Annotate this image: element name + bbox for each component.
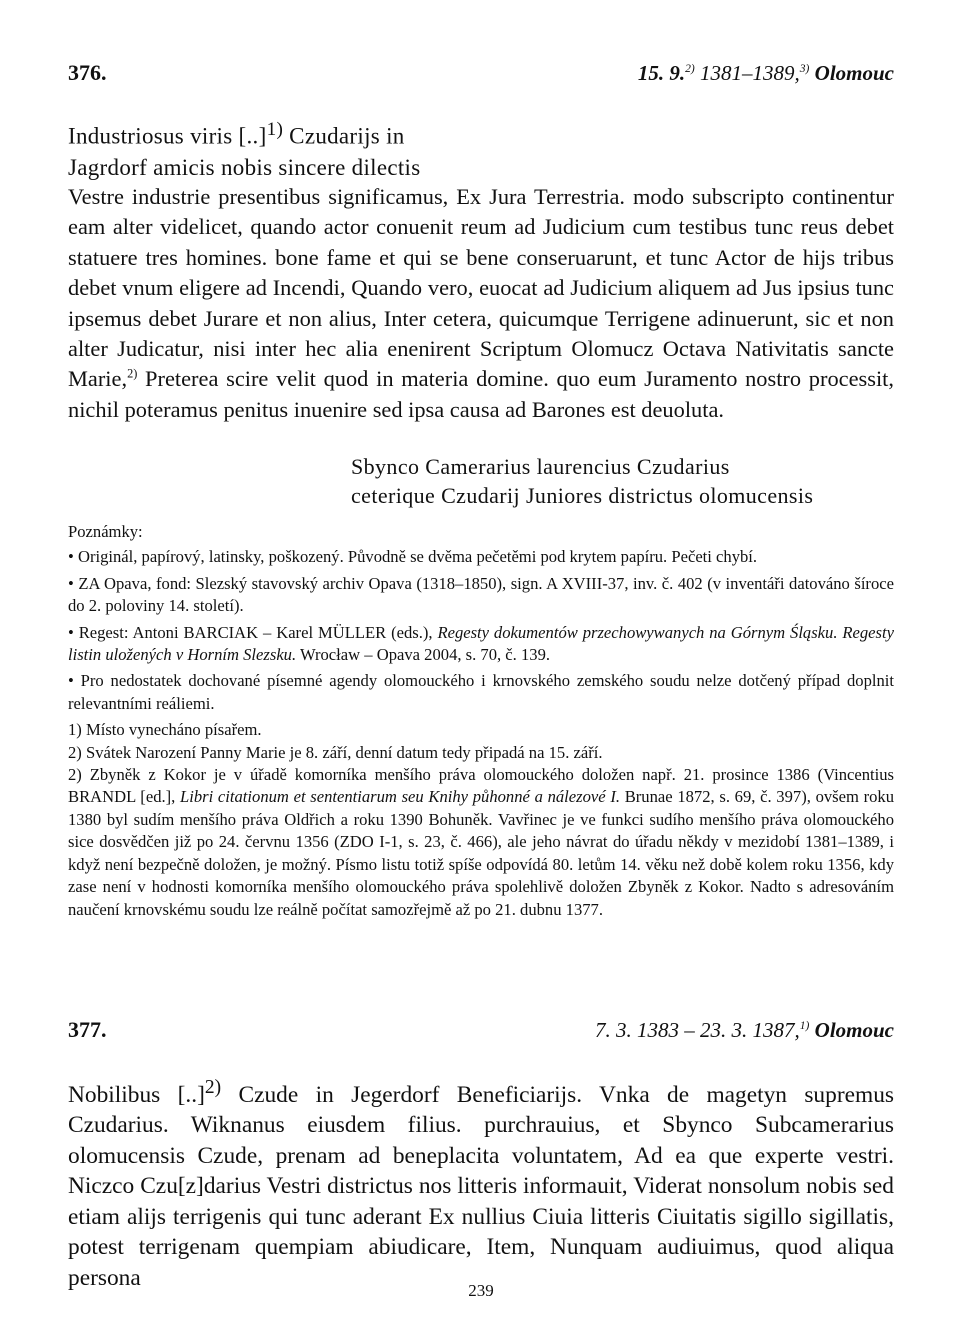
place-name: Olomouc <box>809 61 894 85</box>
note-text-italic: Regesty dokumentów przechowywanych na Górnym Śląsku. Regesty listin uložených v Horním Slezsku. <box>68 622 894 665</box>
entry-number: 376. <box>68 60 107 85</box>
note-item: • Originál, papírový, latinsky, poškozený. Původně se dvěma pečetěmi pod krytem papíru. Pečeti chybí. <box>68 547 758 567</box>
note-text: 2) Zbyněk z Kokor je v úřadě komorníka menšího práva olomouckého doložen např. 21. prosince 1386 (Vincentius BRANDL [ed.], <box>68 765 894 807</box>
address-line-2: Jagrdorf amicis nobis sincere dilectis <box>68 154 421 180</box>
address <box>68 114 894 183</box>
body-text: Czude in Jegerdorf Beneficiarijs. Vnka de magetyn supremus Czudarius. Wiknanus eiusdem filius. purchrauius, et Sbynco Subcamerarius olomucensis Czude, prenam ad beneplacita voluntatem, Ad ea que experte vestri. Niczco Czu[z]darius Vestri districtus nos litteris informauit, Viderat nonsolum nobis sed etiam alijs terrigenis qui tunc aderant Ex nullius Ciuia litteris Ciuitatis sigillo sigillatis, potest terrigenam quempiam abiudicare, Item, Nunquam audiuimus, quod aliqua persona <box>68 1081 894 1291</box>
entry-date-place <box>638 61 894 86</box>
footnote-ref: 1) <box>799 1020 810 1032</box>
address-text: Czudarijs in <box>283 123 405 149</box>
footnote-ref: 2) <box>127 366 138 381</box>
footnote-ref: 2) <box>685 63 695 75</box>
note-text: • Regest: Antoni BARCIAK – Karel MÜLLER (eds.), <box>68 622 438 642</box>
body-text: Vestre industrie presentibus significamus, Ex Jura Terrestria. modo subscripto continentur eam alter videlicet, quando actor conuenit reum ad Judicium cum testibus tunc reus debet statuere tres homines. bone fame et qui se bene conseruarunt, et tunc Actor de hijs tribus debet vnum eligere ad Incendi, Quando vero, euocat ad Judicium aliquem ad Jus ipsius tunc ipsemus debet Jurare et non alius, Inter cetera, quicumque Terrigene adinuerunt, sic et non alter Judicatur, nisi inter hec alia enenirent Scriptum Olomucz Octava Nativitatis sancte Marie, <box>68 184 894 392</box>
date-day: 15. 9. <box>637 61 686 85</box>
date-range: 7. 3. 1383 – 23. 3. 1387, <box>595 1018 800 1042</box>
address-line-1 <box>68 114 894 152</box>
notes-section <box>68 521 894 925</box>
letter-body-377 <box>68 1073 894 1293</box>
letter-body-376 <box>68 182 894 425</box>
footnote-item <box>68 764 894 921</box>
page-number: 239 <box>468 1281 494 1300</box>
note-text-italic: Libri citationum et sententiarum seu Knihy půhonné a nálezové I. <box>180 787 621 807</box>
note-item: • Pro nedostatek dochované písemné agendy olomouckého i krnovského zemského soudu nelze dotčený případ doplnit relevantními reáliemi. <box>68 671 894 713</box>
note-item <box>68 622 894 667</box>
note-text: Brunae 1872, s. 69, č. 397), ovšem roku 1380 byl sudím menšího práva Oldřich a roku 1390 Bohuněk. Vavřinec je ve funkci sudího menšího práva olomouckého sice dosvědčen již po 24. červnu 1356 (ZDO I-1, s. 23, č. 466), ale jeho návrat do úřadu někdy v mezidobí 1381–1389, i když není bezpečně doložen, je možný. Písmo listu totiž spíše odpovídá 80. letům 14. věku než době kolem roku 1356, kdy zase není v hodnosti komorníka menšího olomouckého práva spolehlivě doložen Zbyněk z Kokor. Nadto s adresováním naučení krnovskému soudu lze reálně počítat samozřejmě až po 21. dubnu 1377. <box>68 787 894 919</box>
footnote-item: 1) Místo vynecháno písařem. <box>68 720 262 740</box>
place-name: Olomouc <box>809 1018 894 1042</box>
date-years: 1381–1389, <box>694 61 800 85</box>
footnote-item: 2) Svátek Narození Panny Marie je 8. září, denní datum tedy připadá na 15. září. <box>68 742 603 762</box>
entry-header-377 <box>68 1017 894 1043</box>
signature-line-2: ceterique Czudarij Juniores districtus olomucensis <box>351 483 814 508</box>
notes-title: Poznámky: <box>68 522 143 541</box>
address-text: Industriosus viris [..] <box>68 123 267 149</box>
note-item: • ZA Opava, fond: Slezský stavovský archiv Opava (1318–1850), sign. A XVIII-37, inv. č. 402 (v inventáři datováno šíroce do 2. poloviny 14. století). <box>68 573 894 616</box>
entry-number: 377. <box>68 1017 107 1042</box>
body-text: Preterea scire velit quod in materia domine. quo eum Juramento nostro processit, nichil poteramus penitus inuenire sed ipsa causa ad Barones est deuoluta. <box>68 366 894 422</box>
signature-block <box>351 452 813 510</box>
note-text: Wrocław – Opava 2004, s. 70, č. 139. <box>296 645 551 665</box>
entry-date-place <box>595 1018 894 1043</box>
footnote-ref: 3) <box>799 63 810 75</box>
body-text: Nobilibus [..] <box>68 1081 205 1108</box>
footnote-ref: 1) <box>266 119 284 140</box>
signature-line-1: Sbynco Camerarius laurencius Czudarius <box>351 454 730 479</box>
footnote-ref: 2) <box>204 1077 222 1098</box>
entry-header-376 <box>68 60 894 86</box>
